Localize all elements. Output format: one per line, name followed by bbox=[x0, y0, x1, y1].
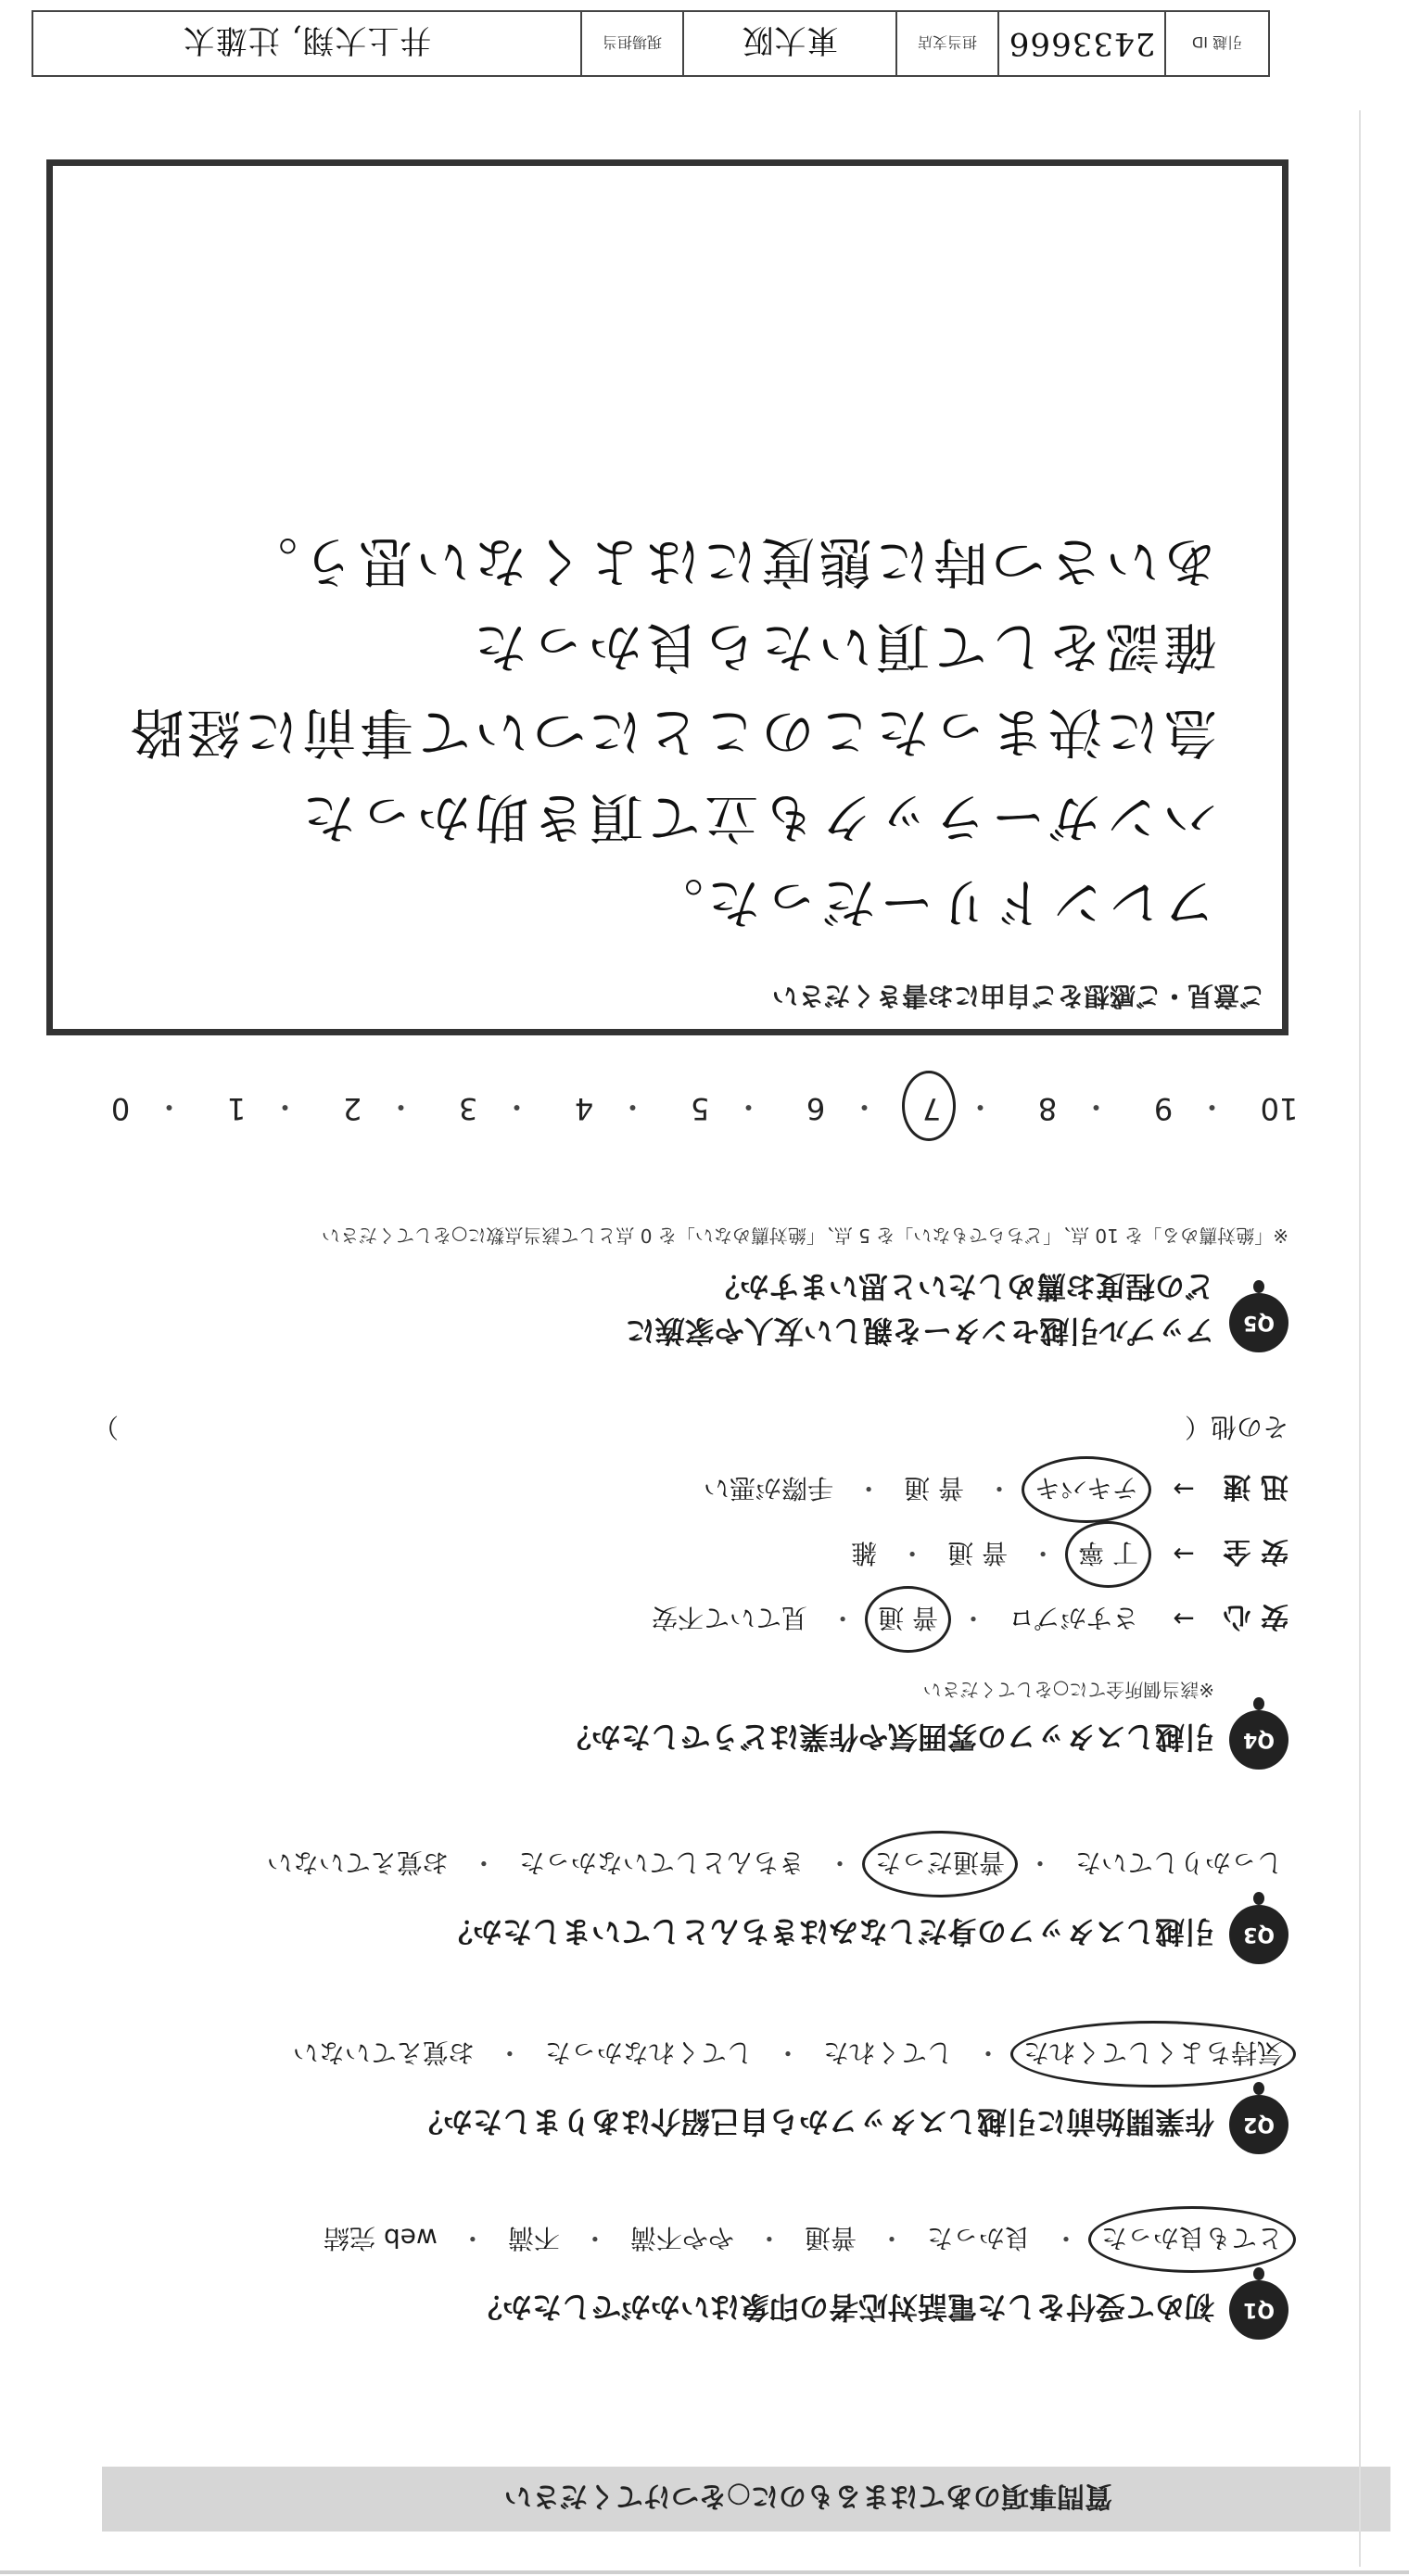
moving-id-label: 引越 ID bbox=[1191, 33, 1243, 52]
q4-row-anzen bbox=[845, 1534, 1288, 1575]
branch-label-cell bbox=[897, 12, 999, 75]
q1-option-3[interactable]: 普通 bbox=[804, 2223, 857, 2253]
separator-dot: ・ bbox=[974, 2037, 1001, 2068]
q5-question-line1: アップル引越センターを親しい友人や家族に bbox=[625, 1313, 1214, 1349]
separator-dot: ・ bbox=[154, 1089, 184, 1124]
q2-question: 作業開始前に引越しスタッフから自己紹介はありましたか？ bbox=[413, 2104, 1214, 2139]
separator-dot: ・ bbox=[826, 1847, 853, 1878]
q1-question: 初めて受付をした電話対応者の印象はいかがでしたか？ bbox=[472, 2290, 1214, 2325]
q4-row-anshin bbox=[646, 1599, 1288, 1640]
q5-scale-option-6[interactable]: 6 bbox=[806, 1091, 826, 1126]
q2-badge: Q2 bbox=[1229, 2095, 1288, 2154]
q4-anshin-option-2[interactable]: 普 通 bbox=[872, 1601, 944, 1638]
q4-anzen-option-1[interactable]: 丁 寧 bbox=[1073, 1536, 1144, 1573]
q3-question: 引越しスタッフの身だしなみはきちんとしていましたか？ bbox=[442, 1914, 1214, 1949]
q4-note: ※該当個所全てに○をしてください bbox=[922, 1679, 1214, 1701]
q5-scale-option-1[interactable]: 1 bbox=[226, 1091, 247, 1126]
separator-dot: ・ bbox=[501, 1089, 532, 1124]
instruction-banner bbox=[102, 2467, 1390, 2532]
q5-scale-option-10[interactable]: 10 bbox=[1260, 1091, 1299, 1126]
q5-scale-option-7[interactable]: 7 bbox=[904, 1091, 959, 1126]
separator-dot: ・ bbox=[617, 1089, 648, 1124]
separator-dot: ・ bbox=[386, 1089, 416, 1124]
header-grid bbox=[32, 10, 1270, 77]
separator-dot: ・ bbox=[581, 2223, 608, 2253]
q4-row-label: 迅 速 bbox=[1223, 1470, 1288, 1503]
comment-box[interactable] bbox=[46, 159, 1288, 1035]
q5-scale-option-0[interactable]: 0 bbox=[110, 1091, 131, 1126]
q3-options bbox=[261, 1846, 1288, 1883]
scan-edge-line bbox=[0, 2570, 1409, 2574]
staff-label-cell bbox=[582, 12, 684, 75]
q4-anzen-option-2[interactable]: 普 通 bbox=[947, 1538, 1009, 1568]
moving-id-value: 2433666 bbox=[1008, 25, 1156, 62]
separator-dot: ・ bbox=[856, 1473, 882, 1504]
q4-other-row bbox=[93, 1410, 1288, 1447]
comment-title: ご意見・ご感想をご自由にお書きください bbox=[771, 981, 1265, 1011]
q5-scale-option-5[interactable]: 5 bbox=[690, 1091, 710, 1126]
separator-dot: ・ bbox=[965, 1089, 996, 1124]
staff-value: 井上大翔, 辻雄太 bbox=[182, 21, 432, 59]
arrow-right-icon: → bbox=[1173, 1604, 1195, 1635]
q3-option-2[interactable]: 普通だった bbox=[870, 1846, 1010, 1883]
q4-jinsoku-option-2[interactable]: 普 通 bbox=[904, 1473, 964, 1504]
separator-dot: ・ bbox=[985, 1473, 1012, 1504]
q4-jinsoku-option-3[interactable]: 手際が悪い bbox=[704, 1473, 834, 1504]
instruction-banner-text: 質問事項のあてはまるものに○をつけてください bbox=[503, 2480, 1112, 2512]
branch-value: 東大阪 bbox=[741, 21, 839, 59]
q3-option-4[interactable]: お覚えていない bbox=[266, 1847, 449, 1878]
q1-option-2[interactable]: 良かった bbox=[926, 2223, 1031, 2253]
comment-handwritten-text: フレンドリーだった。 ハンガーラックも立て頂き助かった 急に決まったこのことについて事前に経路 確認をして頂いたら良かった あいさつ時に態度にはよくない思う。 bbox=[126, 530, 1217, 934]
q5-badge: Q5 bbox=[1229, 1293, 1288, 1352]
q3-option-3[interactable]: きちんとしていなかった bbox=[518, 1847, 805, 1878]
q2-option-1[interactable]: 気持ちよくしてくれた bbox=[1018, 2036, 1288, 2073]
moving-id-label-cell bbox=[1166, 12, 1268, 75]
q3-badge: Q3 bbox=[1229, 1905, 1288, 1964]
staff-value-cell bbox=[33, 12, 582, 75]
separator-dot: ・ bbox=[830, 1603, 857, 1633]
q4-anshin-option-1[interactable]: さすがプロ bbox=[1008, 1603, 1138, 1633]
separator-dot: ・ bbox=[1081, 1089, 1111, 1124]
q1-option-1[interactable]: とても良かった bbox=[1096, 2221, 1288, 2258]
q4-question: 引越しスタッフの雰囲気や作業はどうでしたか？ bbox=[561, 1719, 1214, 1755]
q5-scale-option-3[interactable]: 3 bbox=[458, 1091, 478, 1126]
separator-dot: ・ bbox=[755, 2223, 782, 2253]
q2-option-2[interactable]: してくれた bbox=[822, 2037, 953, 2068]
separator-dot: ・ bbox=[459, 2223, 486, 2253]
separator-dot: ・ bbox=[1052, 2223, 1079, 2253]
q5-scale-option-8[interactable]: 8 bbox=[1037, 1091, 1058, 1126]
separator-dot: ・ bbox=[270, 1089, 300, 1124]
separator-dot: ・ bbox=[878, 2223, 905, 2253]
q4-other-label: その他（ bbox=[1184, 1412, 1288, 1442]
q4-anshin-option-3[interactable]: 見ていて不安 bbox=[652, 1603, 808, 1633]
separator-dot: ・ bbox=[1026, 1847, 1053, 1878]
q4-row-jinsoku bbox=[698, 1469, 1288, 1510]
q1-option-5[interactable]: 不満 bbox=[507, 2223, 560, 2253]
q5-scale bbox=[93, 1081, 1307, 1136]
separator-dot: ・ bbox=[959, 1603, 986, 1633]
q4-row-label: 安 全 bbox=[1223, 1535, 1288, 1567]
q1-badge: Q1 bbox=[1229, 2280, 1288, 2340]
q4-other-close: ） bbox=[93, 1412, 120, 1442]
staff-label: 現場担当 bbox=[603, 33, 663, 52]
q4-jinsoku-option-1[interactable]: テキパキ bbox=[1029, 1471, 1144, 1508]
q5-scale-option-9[interactable]: 9 bbox=[1153, 1091, 1174, 1126]
q5-question-line2: どの程度お薦めしたいと思いますか？ bbox=[709, 1269, 1214, 1304]
q4-badge: Q4 bbox=[1229, 1710, 1288, 1770]
separator-dot: ・ bbox=[774, 2037, 801, 2068]
q5-note: ※「絶対薦める」を 10 点、「どちらでもない」を 5 点、「絶対薦めない」を 0 点として該当点数に○をしてください bbox=[321, 1225, 1288, 1247]
arrow-right-icon: → bbox=[1173, 1474, 1195, 1505]
q4-anzen-option-3[interactable]: 雑 bbox=[851, 1538, 878, 1568]
q2-option-3[interactable]: してくれなかった bbox=[544, 2037, 753, 2068]
q2-option-4[interactable]: お覚えていない bbox=[292, 2037, 475, 2068]
q3-option-1[interactable]: しっかりしていた bbox=[1074, 1847, 1283, 1878]
q5-scale-option-4[interactable]: 4 bbox=[574, 1091, 594, 1126]
scan-edge-line bbox=[1359, 110, 1361, 2567]
separator-dot: ・ bbox=[496, 2037, 523, 2068]
separator-dot: ・ bbox=[899, 1538, 926, 1568]
moving-id-value-cell bbox=[999, 12, 1166, 75]
separator-dot: ・ bbox=[733, 1089, 764, 1124]
q2-options bbox=[287, 2036, 1288, 2073]
branch-value-cell bbox=[684, 12, 897, 75]
arrow-right-icon: → bbox=[1173, 1539, 1195, 1570]
separator-dot: ・ bbox=[470, 1847, 497, 1878]
q4-row-label: 安 心 bbox=[1223, 1600, 1288, 1632]
separator-dot: ・ bbox=[1030, 1538, 1057, 1568]
separator-dot: ・ bbox=[1197, 1089, 1227, 1124]
q5-scale-option-2[interactable]: 2 bbox=[342, 1091, 362, 1126]
q1-option-4[interactable]: やや不満 bbox=[629, 2223, 734, 2253]
q1-options bbox=[318, 2221, 1288, 2258]
q1-option-6[interactable]: web 完結 bbox=[324, 2223, 438, 2253]
separator-dot: ・ bbox=[849, 1089, 880, 1124]
branch-label: 担当支店 bbox=[918, 33, 978, 52]
